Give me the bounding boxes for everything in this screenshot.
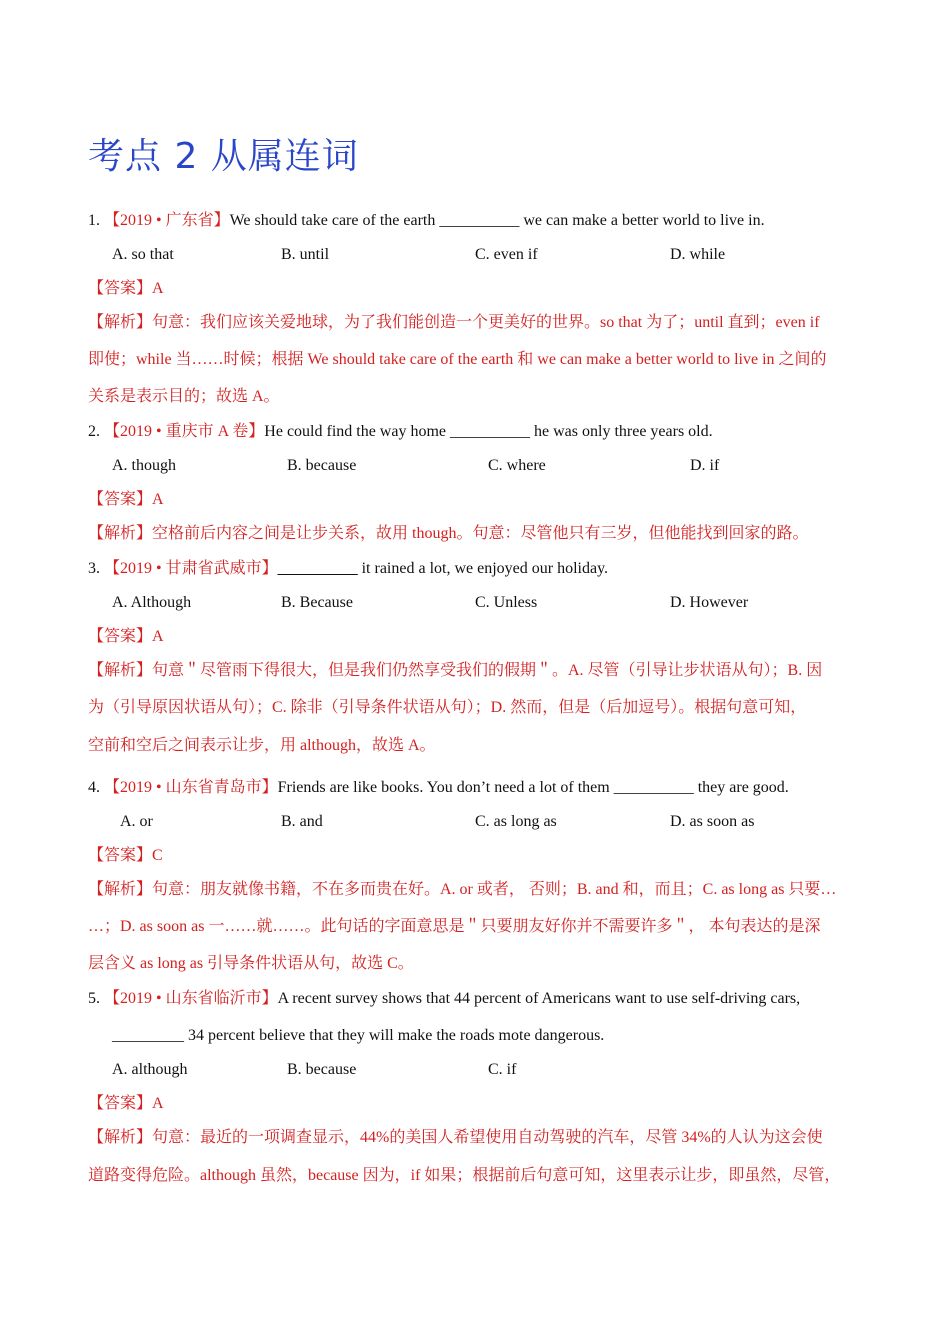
question-source: 【2019 • 重庆市 A 卷】 xyxy=(104,423,265,440)
option-a: A. though xyxy=(112,457,176,474)
option-b: B. because xyxy=(287,1061,357,1078)
question-2 xyxy=(88,422,713,442)
option-d: D. However xyxy=(670,594,749,611)
analysis-line: 【解析】句意：最近的一项调查显示，44%的美国人希望使用自动驾驶的汽车，尽管 34%的人认为这会使 xyxy=(88,1129,823,1146)
answer-blank: __________ xyxy=(277,560,358,577)
option-c: C. where xyxy=(488,457,546,474)
option-b: B. Because xyxy=(281,594,353,611)
question-number: 3. xyxy=(88,560,104,577)
question-4 xyxy=(88,778,789,798)
option-c: C. if xyxy=(488,1061,517,1078)
question-stem: Friends are like books. You don’t need a lot of them __________ they are good. xyxy=(277,779,789,796)
analysis-line: 关系是表示目的；故选 A。 xyxy=(88,388,280,405)
question-number: 4. xyxy=(88,779,104,796)
question-stem: We should take care of the earth __________ we can make a better world to live in. xyxy=(229,212,765,229)
question-stem: He could find the way home __________ he was only three years old. xyxy=(264,423,713,440)
option-d: D. as soon as xyxy=(670,813,755,830)
answer-line: 【答案】C xyxy=(88,847,163,864)
question-stem-continued: _________ 34 percent believe that they will make the roads mote dangerous. xyxy=(112,1027,605,1044)
option-b: B. until xyxy=(281,246,330,263)
question-number: 2. xyxy=(88,423,104,440)
option-d: D. while xyxy=(670,246,726,263)
answer-line: 【答案】A xyxy=(88,491,164,508)
analysis-line: 即使；while 当……时候；根据 We should take care of the earth 和 we can make a better world to live in 之间的 xyxy=(88,351,827,368)
question-source: 【2019 • 山东省青岛市】 xyxy=(104,779,278,796)
analysis-line: 【解析】句意＂尽管雨下得很大，但是我们仍然享受我们的假期＂。A. 尽管（引导让步状语从句）；B. 因 xyxy=(88,662,823,679)
option-d: D. if xyxy=(690,457,720,474)
answer-line: 【答案】A xyxy=(88,1095,164,1112)
option-b: B. and xyxy=(281,813,323,830)
option-c: C. Unless xyxy=(475,594,538,611)
analysis-line: 【解析】句意：朋友就像书籍，不在多而贵在好。A. or 或者， 否则；B. and 和，而且；C. as long as 只要… xyxy=(88,881,837,898)
analysis-line: 层含义 as long as 引导条件状语从句，故选 C。 xyxy=(88,955,414,972)
analysis-line: 【解析】空格前后内容之间是让步关系，故用 though。句意：尽管他只有三岁，但他能找到回家的路。 xyxy=(88,525,809,542)
analysis-line: 为（引导原因状语从句）；C. 除非（引导条件状语从句）；D. 然而，但是（后加逗号）。根据句意可知， xyxy=(88,699,807,716)
question-source: 【2019 • 广东省】 xyxy=(104,212,230,229)
answer-line: 【答案】A xyxy=(88,280,164,297)
answer-line: 【答案】A xyxy=(88,628,164,645)
question-source: 【2019 • 山东省临沂市】 xyxy=(104,990,278,1007)
question-number: 5. xyxy=(88,990,104,1007)
option-a: A. so that xyxy=(112,246,174,263)
option-c: C. even if xyxy=(475,246,538,263)
option-a: A. or xyxy=(120,813,153,830)
question-5 xyxy=(88,989,800,1009)
option-a: A. Although xyxy=(112,594,192,611)
question-1 xyxy=(88,211,765,231)
question-number: 1. xyxy=(88,212,104,229)
question-source: 【2019 • 甘肃省武威市】 xyxy=(104,560,278,577)
page-title: 考点 2 从属连词 xyxy=(88,136,359,177)
option-b: B. because xyxy=(287,457,357,474)
analysis-line: 【解析】句意：我们应该关爱地球，为了我们能创造一个更美好的世界。so that 为了；until 直到；even if xyxy=(88,314,820,331)
question-stem: it rained a lot, we enjoyed our holiday. xyxy=(357,560,609,577)
question-3 xyxy=(88,559,608,579)
option-c: C. as long as xyxy=(475,813,557,830)
analysis-line: 道路变得危险。although 虽然，because 因为，if 如果；根据前后句意可知，这里表示让步，即虽然，尽管， xyxy=(88,1167,841,1184)
question-stem: A recent survey shows that 44 percent of Americans want to use self-driving cars, xyxy=(277,990,801,1007)
option-a: A. although xyxy=(112,1061,188,1078)
analysis-line: …；D. as soon as 一……就……。此句话的字面意思是＂只要朋友好你并不需要许多＂， 本句表达的是深 xyxy=(88,918,821,935)
analysis-line: 空前和空后之间表示让步，用 although，故选 A。 xyxy=(88,737,436,754)
